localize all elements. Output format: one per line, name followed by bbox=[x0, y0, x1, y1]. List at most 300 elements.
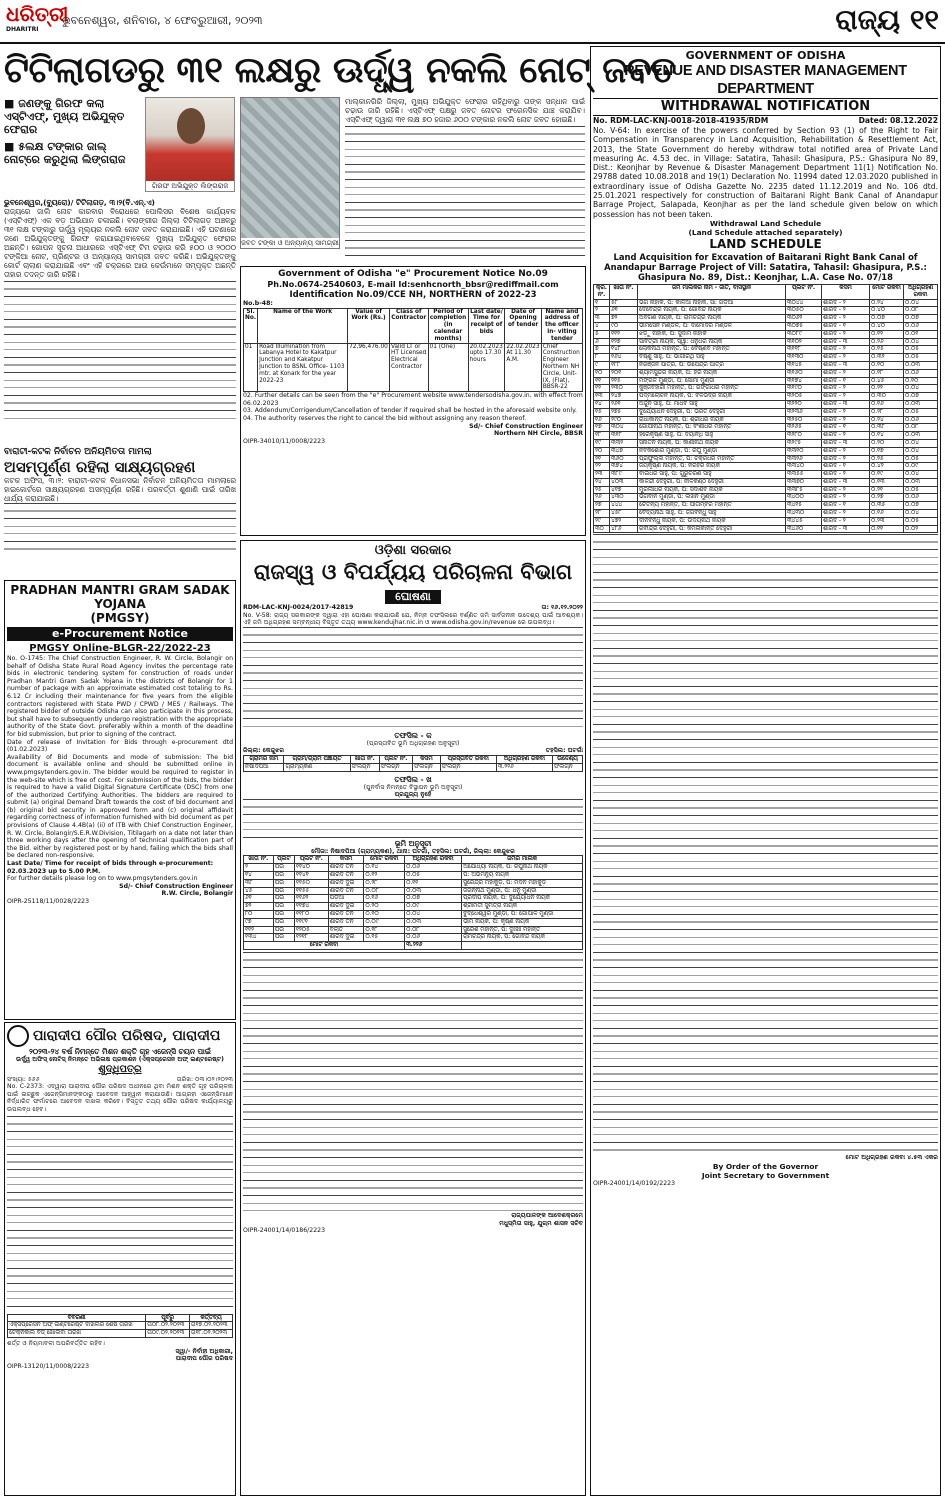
table-cell: ୦.୩୨ bbox=[870, 354, 904, 362]
ep9-h0: Sl. No. bbox=[244, 308, 258, 343]
table-cell: ୦.୦୪ bbox=[904, 510, 938, 518]
table-cell: ଭୀମସେନ ମଣ୍ଡଳ, ପି: ଦାମୋଦର ମଣ୍ଡଳ bbox=[638, 322, 786, 330]
table-cell: ୨୪ bbox=[594, 478, 610, 486]
table-cell: ୩୨୫୦ bbox=[786, 416, 822, 424]
ta-h3: ପ୍ଲଟ ନଂ. bbox=[379, 755, 412, 763]
wl-h3: ପ୍ଲଟ ନଂ. bbox=[786, 284, 822, 299]
table-cell: ଶାରଦ - ୨ bbox=[822, 447, 870, 455]
table-cell: ୩୩୨ bbox=[610, 439, 638, 447]
ta-c1: ଗ୍ରାମ୍ୟକଣ bbox=[284, 763, 350, 771]
table-cell: ଶାରଦ - ୨ bbox=[822, 393, 870, 401]
table-cell: ୩୪୦୦ bbox=[786, 494, 822, 502]
rev-en-la: Land Acquisition for Excavation of Baitarani Right Bank Canal of Anandapur Barrage Project of Vill: Satatira, Tahasil: Ghasipura, P.S.: Ghasipura No. 89, Dist.: Keonjhar, L.A. Case No. 07/18 bbox=[604, 251, 927, 282]
table-cell: ୦.୦୬ bbox=[904, 416, 938, 424]
face-shape bbox=[177, 108, 205, 144]
pmgsy-further: For further details please log on to www.pmgsytenders.gov.in bbox=[7, 875, 198, 883]
table-cell: ୦.୦୯ bbox=[904, 463, 938, 471]
table-cell: ୧୧୫୦ bbox=[294, 879, 328, 887]
paradip-continued bbox=[7, 1116, 233, 1312]
table-cell: ୦.୦୬ bbox=[904, 369, 938, 377]
ep9-contact: Ph.No.0674-2540603, E-mail Id:senhcnorth_bbsr@rediffmail.com bbox=[267, 280, 559, 289]
table-cell: ୪୧୭ bbox=[610, 486, 638, 494]
sub-headline-a: ବାରାଟୀ-କଟକ ନିର୍ବାଚନ ଅନିୟମିତତା ମାମଲା bbox=[4, 447, 152, 457]
table-cell: ୩୦ bbox=[594, 525, 610, 533]
table-cell: ୧୫ bbox=[594, 408, 610, 416]
rev-or-h3: ଘୋଷଣା bbox=[385, 590, 441, 604]
table-cell: ଦୁର୍ଯ୍ୟୋଧନ ଦେହୁରୀ, ପି: ଭରତ ଦେହୁରୀ bbox=[638, 408, 786, 416]
table-row bbox=[594, 517, 938, 525]
rev-en-sign: By Order of the Governor bbox=[712, 1162, 819, 1172]
pmgsy-sign: Sd/- Chief Construction Engineer bbox=[119, 882, 233, 890]
lo-h2: ପ୍ଲଟ ନଂ. bbox=[294, 856, 328, 864]
table-cell: ଶାରଦ - ୨ bbox=[822, 517, 870, 525]
table-row bbox=[594, 455, 938, 463]
table-cell: ଅବଗଣ ନାୟକ, ପି: ରାମଚନ୍ଦ୍ର ନାୟକ bbox=[638, 315, 786, 323]
table-cell: ୨ bbox=[594, 307, 610, 315]
table-cell: ୬ bbox=[594, 338, 610, 346]
tafsil-b-note: ପ୍ରଯୁଜ୍ୟ ନୁହେଁ bbox=[394, 791, 432, 799]
table-cell: ୦.୧୪ bbox=[870, 432, 904, 440]
table-cell: ୦.୦୩ bbox=[405, 887, 462, 895]
table-cell: ଶାରଦ - ୩ bbox=[822, 478, 870, 486]
table-row bbox=[594, 385, 938, 393]
table-cell: ୧୧୯୧ bbox=[294, 918, 328, 926]
table-cell: ୨୭୫ bbox=[610, 408, 638, 416]
table-cell: ୧୧ bbox=[594, 377, 610, 385]
ep9-h2: Value of Work (Rs.) bbox=[348, 308, 390, 343]
table-cell: ମଙ୍ଗଳ ମୁଣ୍ଡା, ପି: ସୋମା ମୁଣ୍ଡା bbox=[638, 377, 786, 385]
table-cell: ହରେକୃଷ୍ଣ ସାହୁ, ପି: ଦୟାନିଧି ସାହୁ bbox=[638, 432, 786, 440]
table-cell: ୩୩୨୬ bbox=[786, 455, 822, 463]
paradip-body: No. C-2373: ଏଦ୍ୱାରା ପାରାଦୀପ ପୌର ପରିଷଦ ଅଧୀନରେ ଥିବା ମିଶନ ଶକ୍ତି ଗୃହ ପରିଚାଳନା ପାଇଁ ଇଚ୍ଛୁକ ଏଜେନ୍ସିମାନଙ୍କଠାରୁ ଆବେଦନ ଆହ୍ୱାନ କରାଯାଉଛି। ଆଗ୍ରହୀ ଏଜେନ୍ସିମାନେ ନିର୍ଦ୍ଧାରିତ ଫର୍ମାଟରେ ଆବେଦନ ଦାଖଲ କରିବେ। ବିସ୍ତୃତ ତଥ୍ୟ ପୌର ପରିଷଦ କାର୍ଯ୍ୟାଳୟରୁ ଉପଲବ୍ଧ ହେବ। bbox=[7, 1083, 233, 1113]
bhumi-title: ଭୂମି ଅନୁସୂଚୀ bbox=[394, 838, 432, 848]
table-cell: ୨୩୦ bbox=[610, 385, 638, 393]
table-row bbox=[8, 1322, 233, 1330]
col2-text: ମାଲ୍‌କାନଗିରି ଜିଲ୍ଲା, ମୁଖ୍ୟ ଅଭିଯୁକ୍ତ ଫେରାର ରହିଥିବାରୁ ତାଙ୍କ ସନ୍ଧାନ ପାଇଁ ଚଢ଼ାଉ ଜାରି ରହିଛି। ଏସ୍‌ଟିଏଫ୍ ପକ୍ଷରୁ ଜବତ ନୋଟର ଫରେନସିକ ଯାଞ୍ଚ କରାଯିବ। ଏସ୍‌ଟିଏଫ୍ ଦ୍ୱାରା ୩୧ ଲକ୍ଷ ୭୦ ହଜାର ୬୦୦ ଟଙ୍କାର ନକଲି ନୋଟ ଜବତ ହୋଇଛି। bbox=[345, 97, 585, 124]
ta-c5: ସଂଲଗ୍ନ bbox=[440, 763, 496, 771]
table-cell: ୦.୦୬ bbox=[904, 322, 938, 330]
table-cell: ୦.୨୧ bbox=[870, 486, 904, 494]
table-cell: ୧୮ bbox=[594, 432, 610, 440]
table-row bbox=[594, 463, 938, 471]
table-row bbox=[244, 895, 583, 903]
table-row bbox=[594, 502, 938, 510]
table-row bbox=[594, 299, 938, 307]
table-cell: ବୁଦ୍ଧେଶ୍ୱର ମୁଣ୍ଡା, ପି: ଗୋପାଳ ମୁଣ୍ଡା bbox=[462, 910, 583, 918]
table-row bbox=[594, 354, 938, 362]
table-cell: ୭୨ bbox=[610, 315, 638, 323]
ep9-table bbox=[243, 308, 583, 393]
table-cell: ଶ୍ୟାମସୁନ୍ଦର ନାୟକ, ପି: ହରି ନାୟକ bbox=[638, 369, 786, 377]
table-cell: ୦.୦୫ bbox=[904, 455, 938, 463]
lo-h4: ମୋଟ ରକବା bbox=[364, 856, 405, 864]
col2-continued bbox=[345, 126, 585, 256]
table-cell: ୦.୩୮ bbox=[870, 424, 904, 432]
table-cell: ୫ bbox=[594, 330, 610, 338]
table-cell: ୩୦୪୪ bbox=[786, 299, 822, 307]
table-cell: ଶାରଦ - ୧ bbox=[822, 502, 870, 510]
table-cell: ୮ bbox=[594, 354, 610, 362]
table-cell: ୦.୦୫ bbox=[904, 346, 938, 354]
table-cell: ୧୯ bbox=[594, 439, 610, 447]
rev-en-dated: Dated: 08.12.2022 bbox=[858, 116, 938, 125]
ep9-c0: 01 bbox=[244, 343, 258, 392]
ep9-c6: 22.02.2023 At 11.30 A.M. bbox=[505, 343, 542, 392]
table-cell: ୧୧୨ bbox=[610, 330, 638, 338]
table-cell: ୦.୪୫ bbox=[870, 377, 904, 385]
table-cell: ୦.୧୯ bbox=[870, 471, 904, 479]
table-cell: ୩୧୮ bbox=[610, 432, 638, 440]
table-cell: ୪୮୬ bbox=[610, 525, 638, 533]
table-cell: ୦.୧୧ bbox=[405, 879, 462, 887]
lo-h3: କିସମ bbox=[328, 856, 364, 864]
table-row bbox=[594, 315, 938, 323]
table-cell: ଜଗନ୍ନାଥ ମୁଣ୍ଡା, ପି: ଧନୁ ମୁଣ୍ଡା bbox=[462, 887, 583, 895]
ep9-note-3: 04. The authority reserves the right to cancel the bid without assigning any reason thereof. bbox=[243, 414, 527, 422]
table-cell: ଶାରଦ - ୨ bbox=[822, 486, 870, 494]
table-row bbox=[594, 494, 938, 502]
table-cell: ୪୫ bbox=[244, 887, 274, 895]
table-cell: ୯୦ bbox=[610, 322, 638, 330]
table-cell: ଦୀନବନ୍ଧୁ ନାୟକ, ପି: ଉଦୟନାଥ ନାୟକ bbox=[638, 517, 786, 525]
table-cell: ୦.୪୨ bbox=[870, 463, 904, 471]
paradip-sign2: ପାରାଦୀପ ପୌର ପରିଷଦ bbox=[175, 1355, 233, 1363]
table-cell: ଗୋପୀନାଥ ମହାନ୍ତ, ପି: ବଂଶୀଧର ମହାନ୍ତ bbox=[638, 424, 786, 432]
table-cell: ୨୪୭ bbox=[610, 393, 638, 401]
table-cell: ଶାରଦ - ୧ bbox=[822, 377, 870, 385]
table-cell: ୩୪୩୦ bbox=[786, 510, 822, 518]
masthead bbox=[0, 0, 945, 44]
ep9-h1: Name of the Work bbox=[258, 308, 348, 343]
bullet-2: ■ ୫ଲକ୍ଷ ଟଙ୍କାର ଜାଲ୍ ନୋଟ୍‌ରେ କରୁଥିଲା ଲିଙ୍ଗରାଜ bbox=[4, 140, 126, 166]
table-cell: ଶାରଦ - ୨ bbox=[822, 416, 870, 424]
rev-en-body: No. V-64: In exercise of the powers conferred by Section 93 (1) of the Right to Fair Compensation in Transparency in Land Acquisition, Rehabilitation & Resettlement Act, 2013, the State Government do hereby withdraw total notified area of Private Land measuring Ac. 4.53 dec. in Village: Satatira, Tahasil: Ghasipura, P.S.: Ghasipura No 89, Dist.: Keonjhar by Revenue & Disaster Management Department 11(1) Notification No. 29788 dated 10.08.2018 and 19(1) Declaration No. 11994 dated 12.03.2020 published in extraordinary issue of Odisha Gazette No. 2235 dated 11.12.2019 and No. 106 dtd. 25.01.2021 respectively for construction of Baitarani Right Bank Canal of Anandapur Barrage Project, Salapada, Keonjhar as per the land schedule given below on which possession has not been taken. bbox=[593, 126, 938, 219]
rev-en-refline bbox=[593, 116, 938, 126]
lo-h6: ଜମିର ମାଲିକ bbox=[462, 856, 583, 864]
rev-or-sign2: ମଧୁସ୍ମିତା ସାହୁ, ଯୁଗ୍ମ ଶାସନ ସଚିବ bbox=[499, 1219, 583, 1227]
logo-text: ଧରିତ୍ରୀ bbox=[6, 2, 69, 26]
pt-c21: ତା୦୯.୦୨.୨୦୨୩ bbox=[146, 1330, 190, 1338]
pmgsy-notice bbox=[4, 580, 236, 1020]
ep9-c2: 72,96,476.00 bbox=[348, 343, 390, 392]
pt-c11: ତା୦୮.୦୨.୨୦୨୩ bbox=[146, 1322, 190, 1330]
table-cell: ୨୭ bbox=[594, 502, 610, 510]
bullet-2-text: ୫ଲକ୍ଷ ଟଙ୍କାର ଜାଲ୍ ନୋଟ୍‌ରେ କରୁଥିଲା ଲିଙ୍ଗରାଜ bbox=[4, 140, 126, 166]
table-cell: ୦.୩୦ bbox=[870, 393, 904, 401]
table-cell: ଶାରଦ - ୧ bbox=[822, 424, 870, 432]
table-row bbox=[244, 763, 583, 771]
tafsil-b-sub: (ପୁନର୍ବାସ ନିମନ୍ତେ ବିସ୍ଥାପନ ଭୂମି ଅନୁସୂଚୀ) bbox=[363, 783, 463, 791]
withdrawal-land-rows bbox=[594, 299, 938, 533]
table-cell: ୦.୧୦ bbox=[364, 910, 405, 918]
photo-caption: ଗିରଫ ଅଭିଯୁକ୍ତ ଲିଙ୍ଗରାଜ bbox=[146, 181, 234, 191]
table-cell: ଶାରଦ ତିନି bbox=[328, 918, 364, 926]
table-cell: ଶାରଦ - ୩ bbox=[822, 361, 870, 369]
table-cell: ୩୮୯ bbox=[610, 471, 638, 479]
table-cell: ଘଉ bbox=[273, 895, 294, 903]
table-cell: ଲୋକନାଥ ମହାନ୍ତ, ପି: ବୈଷ୍ଣବ ମହାନ୍ତ bbox=[638, 346, 786, 354]
table-cell: ୦.୨୭ bbox=[870, 494, 904, 502]
section-title: ରାଜ୍ୟ ୧୧ bbox=[835, 3, 939, 36]
paradip-corrigendum: ଶୁଦ୍ଧିପତ୍ର bbox=[98, 1063, 142, 1075]
pt-h0: ବିବରଣୀ bbox=[8, 1314, 146, 1322]
table-row bbox=[244, 918, 583, 926]
table-cell: ୧୧୨ bbox=[244, 926, 274, 934]
table-cell: ୦.୦୫ bbox=[904, 354, 938, 362]
table-cell: ୦.୨୪ bbox=[870, 416, 904, 424]
ep9-h3: Class of Contractor bbox=[389, 308, 428, 343]
table-cell: ୨୦ bbox=[594, 447, 610, 455]
revenue-odia-notice bbox=[240, 540, 586, 1496]
ep9-c4: 01 (One) bbox=[428, 343, 468, 392]
table-cell: ଘଉ bbox=[273, 910, 294, 918]
table-row bbox=[594, 330, 938, 338]
notes-caption: ଜବତ ଟଙ୍କା ଓ ଅନ୍ୟାନ୍ୟ ସାମଗ୍ରୀ bbox=[241, 239, 339, 247]
table-cell: ଶାରଦ - ୩ bbox=[822, 525, 870, 533]
table-row bbox=[244, 926, 583, 934]
table-row bbox=[244, 934, 583, 942]
seized-notes-photo bbox=[240, 97, 340, 249]
table-cell: ପି: ଅଭିମନ୍ୟୁ ନାୟକ bbox=[462, 871, 583, 879]
table-cell: ୦.୦୫ bbox=[904, 517, 938, 525]
pt-c22: ତା୧୮.୦୨.୨୦୨୩ bbox=[189, 1330, 232, 1338]
ta-c2: ସଂଲଗ୍ନ bbox=[350, 763, 379, 771]
table-cell: ୩୨୯୫ bbox=[786, 439, 822, 447]
table-cell: ୧୨୭ bbox=[610, 338, 638, 346]
table-cell: ୦.୨୪ bbox=[870, 299, 904, 307]
table-cell: ୦.୨୨ bbox=[870, 385, 904, 393]
table-cell: ଜୟକୃଷ୍ଣ ନାୟକ, ପି: ନରହରି ନାୟକ bbox=[638, 463, 786, 471]
table-cell: ଘଉ bbox=[273, 864, 294, 872]
table-row bbox=[594, 424, 938, 432]
rev-en-wl2: (Land Schedule attached separately) bbox=[688, 227, 843, 237]
paradip-sub1: ୨୦୨୩-୨୪ ବର୍ଷ ନିମନ୍ତେ ମିଶନ ଶକ୍ତି ଗୃହ ଏଜେନ୍ସି ଚୟନ ପାଇଁ bbox=[29, 1047, 211, 1056]
pmgsy-title: PRADHAN MANTRI GRAM SADAK YOJANA bbox=[10, 583, 230, 611]
table-cell: ୩୩୪୦ bbox=[786, 463, 822, 471]
rev-or-tahasil: ତହସିଲ: ଘଟଗାଁ bbox=[545, 747, 583, 755]
table-cell: ୦.୦୪ bbox=[405, 910, 462, 918]
table-row bbox=[594, 307, 938, 315]
table-row bbox=[594, 510, 938, 518]
table-cell: ୨୮ bbox=[594, 510, 610, 518]
table-row bbox=[594, 432, 938, 440]
table-cell: ୦.୪୦ bbox=[870, 322, 904, 330]
table-cell: ୧୦ bbox=[594, 369, 610, 377]
table-cell: ୦.୧୪ bbox=[364, 864, 405, 872]
table-row bbox=[8, 1330, 233, 1338]
ep9-h7: Name and address of the officer in- viting tender bbox=[541, 308, 582, 343]
table-cell: ୦.୧୦ bbox=[870, 361, 904, 369]
rev-en-wl: Withdrawal Land Schedule bbox=[709, 218, 822, 228]
table-cell: ୭୨ bbox=[244, 903, 274, 911]
table-cell: ଶାରଦ ଦୁଇ bbox=[328, 934, 364, 942]
table-row bbox=[594, 525, 938, 533]
table-cell: ୨୦୧ bbox=[610, 369, 638, 377]
table-cell: ଶାରଦ - ୨ bbox=[822, 369, 870, 377]
table-cell: ୨୨ bbox=[594, 463, 610, 471]
table-cell: ୧୬୪ bbox=[610, 354, 638, 362]
pmgsy-last-date: Last Date/ Time for receipt of bids through e-procurement: 02.03.2023 up to 5.00 P.M. bbox=[7, 860, 214, 875]
pmgsy-ref: PMGSY Online-BLGR-22/2022-23 bbox=[29, 643, 211, 654]
ep9-note-1: 02. Further details can be seen from the "e" Procurement website www.tendersodisha.gov.in. with effect from 06.02.2023 bbox=[243, 392, 583, 407]
rev-en-h3: WITHDRAWAL NOTIFICATION bbox=[593, 98, 938, 116]
table-cell: ଶାରଦ ତିନି bbox=[328, 910, 364, 918]
table-cell: ୦.୧୭ bbox=[870, 447, 904, 455]
table-cell: ୧୧୬୨ bbox=[294, 895, 328, 903]
rev-en-h2: REVENUE AND DISASTER MANAGEMENT DEPARTMENT bbox=[624, 63, 907, 97]
table-cell: ୨୧୫ bbox=[610, 377, 638, 385]
ep9-header-row bbox=[244, 308, 583, 343]
table-cell: ୧୪୮ bbox=[610, 346, 638, 354]
eprocurement-notice-09 bbox=[240, 266, 586, 536]
wl-h1: ଖାତା ନଂ. bbox=[610, 284, 638, 299]
table-cell: ୦.୧୨ bbox=[364, 871, 405, 879]
table-cell: ରବୀନ୍ଦ୍ର ଦେହୁରୀ, ପି: କମଳାକାନ୍ତ ଦେହୁରୀ bbox=[638, 525, 786, 533]
table-cell: ୧୪ bbox=[244, 871, 274, 879]
rev-en-sign2: Joint Secretary to Government bbox=[701, 1171, 830, 1181]
table-cell: ଶାରଦ - ୩ bbox=[822, 338, 870, 346]
table-cell: ୧୧୮୦ bbox=[294, 910, 328, 918]
table-cell: ୩୦୪ bbox=[610, 424, 638, 432]
table-cell: ୨୧ bbox=[594, 455, 610, 463]
table-cell: ରାମଚନ୍ଦ୍ର ନାୟକ, ପି: ଗୋବିନ୍ଦ ନାୟକ bbox=[462, 934, 583, 942]
table-cell: ୩୪୬୦ bbox=[786, 525, 822, 533]
table-cell: ୦.୧୮ bbox=[870, 369, 904, 377]
table-cell: ୩୭୪ bbox=[610, 463, 638, 471]
table-cell: ୧୪ bbox=[594, 400, 610, 408]
table-row bbox=[594, 338, 938, 346]
ep9-c1: Road Illumination from Labanya Hotel to Kakatpur Junction and Kakatpur Junction to BSNL Office- 1103 mtr. at Konark for the year 2022-23 bbox=[258, 343, 348, 392]
emblem-icon bbox=[7, 1025, 29, 1047]
rev-en-no: No. RDM-LAC-KNJ-0018-2018-41935/RDM bbox=[593, 116, 769, 125]
table-cell: ୪୭୨ bbox=[610, 517, 638, 525]
table-cell: ୦.୨୬ bbox=[870, 338, 904, 346]
table-cell: ୩୦୮୯ bbox=[786, 330, 822, 338]
ep9-title: Government of Odisha "e" Procurement Notice No.09 bbox=[278, 269, 548, 279]
table-cell: ୩୧୯୦ bbox=[786, 385, 822, 393]
table-cell: ୦.୦୩ bbox=[405, 918, 462, 926]
rev-or-district: ଜିଲ୍ଲା: କେନ୍ଦୁଝର bbox=[243, 747, 285, 755]
table-cell: ୦.୦୯ bbox=[364, 918, 405, 926]
story-dateline: ଭୁବନେଶ୍ୱର,(ବ୍ୟୁରୋ)/ ଟିଟିଲାଗଡ଼, ୩।୨(ବି.ଏନ୍.ଏ) bbox=[4, 198, 155, 207]
table-cell: ନିରଞ୍ଜନ ପାତ୍ର, ପି: ଉପେନ୍ଦ୍ର ପାତ୍ର bbox=[638, 361, 786, 369]
wl-h4: କିସମ bbox=[822, 284, 870, 299]
pmgsy-eproc-head: e-Procurement Notice bbox=[7, 627, 233, 641]
table-cell: ୩୪୧୫ bbox=[786, 502, 822, 510]
rev-or-date: ତା: ୧୬.୧୨.୨୦୨୨ bbox=[541, 604, 583, 611]
table-cell: ଶାରଦ - ୨ bbox=[822, 330, 870, 338]
rev-or-h2: ରାଜସ୍ୱ ଓ ବିପର୍ଯ୍ୟୟ ପରିଚାଳନା ବିଭାଗ bbox=[253, 559, 573, 584]
table-cell: ବୈଦ୍ୟନାଥ ସାହୁ, ପି: ଜଗବନ୍ଧୁ ସାହୁ bbox=[638, 510, 786, 518]
land-owner-rows bbox=[244, 864, 583, 942]
land-owner-table bbox=[243, 855, 583, 950]
table-cell: ୩୩୭୦ bbox=[786, 478, 822, 486]
table-cell: ଚୈତନ୍ୟ ମହାନ୍ତ, ପି: ପୀତାମ୍ବର ମହାନ୍ତ bbox=[638, 502, 786, 510]
table-row bbox=[594, 361, 938, 369]
pt-c20: ଟେକ୍‌ନିକାଲ ବିଡ୍ ଖୋଲିବା ତାରିଖ bbox=[8, 1330, 146, 1338]
lo-h5: ଅଧିଗ୍ରହଣ ରକବା bbox=[405, 856, 462, 864]
table-cell: ୦.୦୪ bbox=[904, 471, 938, 479]
table-cell: ପ୍ରଫୁଲ୍ଲ ମହାନ୍ତ, ପି: ଚକ୍ରଧର ମହାନ୍ତ bbox=[638, 455, 786, 463]
rev-or-h1: ଓଡ଼ିଶା ସରକାର bbox=[374, 543, 452, 558]
table-cell: ୧୩୪ bbox=[244, 934, 274, 942]
table-row bbox=[594, 393, 938, 401]
table-cell: ଶାରଦ - ୨ bbox=[822, 307, 870, 315]
table-cell: ୦.୧୩ bbox=[870, 478, 904, 486]
table-row bbox=[594, 284, 938, 299]
logo-subtext: DHARITRI bbox=[6, 26, 39, 33]
table-cell: ୨ bbox=[244, 864, 274, 872]
lo-total-empty bbox=[462, 942, 583, 950]
table-cell: ୨୩ bbox=[594, 471, 610, 479]
table-cell: ୦.୧୨ bbox=[870, 330, 904, 338]
withdrawal-land-continued bbox=[593, 534, 938, 1154]
table-cell: ୦.୦୬ bbox=[405, 934, 462, 942]
bullet-1-text: ଜଣଙ୍କୁ ଗିରଫ କଲା ଏସ୍‌ଟିଏଫ୍, ମୁଖ୍ୟ ଅଭିଯୁକ୍ତ ଫେରାର bbox=[4, 97, 125, 136]
table-cell: ୩୧୪୫ bbox=[786, 361, 822, 369]
bullet-1: ■ ଜଣଙ୍କୁ ଗିରଫ କଲା ଏସ୍‌ଟିଏଫ୍, ମୁଖ୍ୟ ଅଭିଯୁକ୍ତ ଫେରାର bbox=[4, 97, 125, 136]
table-cell: ବିଲାତି bbox=[328, 926, 364, 934]
table-cell: ଘଉ bbox=[273, 903, 294, 911]
withdrawal-land-table bbox=[593, 284, 938, 534]
table-cell: ୦.୧୬ bbox=[364, 895, 405, 903]
table-cell: ୦.୦୭ bbox=[904, 502, 938, 510]
ta-c7: ସଂଲଗ୍ନ bbox=[552, 763, 582, 771]
table-cell: ଭଗ ନାହାକ, ପି: କାଳିଆ ନାହାକ, ସା: ଗଡ଼ିଆ bbox=[638, 299, 786, 307]
table-cell: ୬୧ bbox=[244, 895, 274, 903]
table-cell: ୦.୦୫ bbox=[904, 408, 938, 416]
ta-c6: ୩.୨୨୬ bbox=[496, 763, 552, 771]
table-row bbox=[594, 369, 938, 377]
table-cell: ୩୨୩୬ bbox=[786, 408, 822, 416]
ep9-c5: 20.02.2023 upto 17.30 hours bbox=[468, 343, 505, 392]
sub-story bbox=[4, 447, 236, 577]
table-cell: ୦.୦୩ bbox=[904, 432, 938, 440]
sub-continued bbox=[4, 503, 236, 553]
table-cell: ଶାରଦ - ୨ bbox=[822, 510, 870, 518]
table-cell: ୩୩୮୫ bbox=[786, 486, 822, 494]
table-cell: ଶାରଦ - ୨ bbox=[822, 432, 870, 440]
table-cell: ରାଧାକାନ୍ତ ନାୟକ, ପି: ଶ୍ରୀଧର ନାୟକ bbox=[638, 416, 786, 424]
table-cell: କାଳନ୍ଦୀ ଦେହୁରୀ, ପି: ନୀଳକଣ୍ଠ ଦେହୁରୀ bbox=[638, 478, 786, 486]
table-cell: ୧୨୧୮ bbox=[294, 934, 328, 942]
table-cell: ୨୯ bbox=[594, 517, 610, 525]
table-cell: ଶାରଦ - ୧ bbox=[822, 322, 870, 330]
lo-h1: ପ୍ଲଟ bbox=[273, 856, 294, 864]
table-cell: ୩୦୬୨ bbox=[786, 315, 822, 323]
table-cell: ୦.୧୫ bbox=[870, 346, 904, 354]
ta-h2: ଖାତା ନଂ. bbox=[350, 755, 379, 763]
tafsil-b-continued bbox=[243, 799, 583, 839]
table-cell: ୦.୦୭ bbox=[405, 895, 462, 903]
rev-or-body-continued bbox=[243, 627, 583, 731]
land-owner-continued bbox=[243, 952, 583, 1212]
table-cell: ୦.୦୫ bbox=[904, 486, 938, 494]
table-row bbox=[594, 322, 938, 330]
table-cell: ୩୦୭୫ bbox=[786, 322, 822, 330]
table-cell: ୧୧୭୪ bbox=[294, 903, 328, 911]
table-cell: ଶାରଦ - ୨ bbox=[822, 385, 870, 393]
ep9-identification: Identification No.09/CCE NH, NORTHERN of 2022-23 bbox=[289, 290, 537, 300]
table-cell: ଦେବେନ୍ଦ୍ର ନାୟକ, ପି: ଗୋବିନ୍ଦ ନାୟକ bbox=[638, 307, 786, 315]
table-cell: ଭଗବାନ ମୁଣ୍ଡା, ପି: ଲଖନ ମୁଣ୍ଡା bbox=[638, 494, 786, 502]
table-cell: ଶାରଦ ଦୁଇ bbox=[328, 903, 364, 911]
table-cell: ଶାରଦ ତିନି bbox=[328, 864, 364, 872]
table-cell: ୨୬ bbox=[594, 494, 610, 502]
ta-h7: ଉଦ୍ଦେଶ୍ୟ bbox=[552, 755, 582, 763]
table-cell: ଶାରଦ - ୧ bbox=[822, 463, 870, 471]
table-cell: ୦.୧୮ bbox=[364, 926, 405, 934]
